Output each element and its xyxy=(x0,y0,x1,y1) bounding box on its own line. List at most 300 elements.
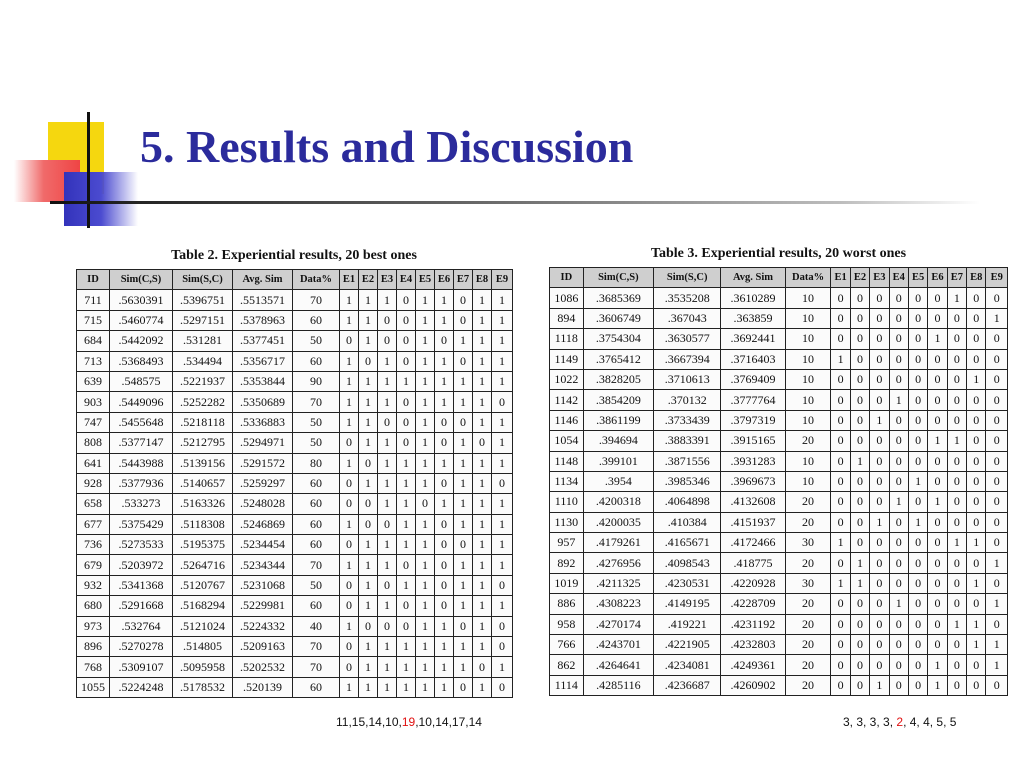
table-cell: 1 xyxy=(454,637,473,657)
table-cell: 0 xyxy=(928,553,947,573)
table-cell: .533273 xyxy=(110,494,173,514)
table-cell: 0 xyxy=(492,637,513,657)
table-cell: 0 xyxy=(947,369,966,389)
table-row xyxy=(550,451,1008,471)
table-cell: 862 xyxy=(550,655,584,675)
table-cell: 1 xyxy=(359,412,378,432)
table-row xyxy=(77,535,513,555)
table-cell: .5442092 xyxy=(110,331,173,351)
table-cell: 0 xyxy=(340,637,359,657)
table-cell: 0 xyxy=(831,635,850,655)
column-header: Avg. Sim xyxy=(233,270,293,290)
table-cell: 1 xyxy=(454,392,473,412)
table-cell: .3969673 xyxy=(721,471,785,491)
table-cell: 1 xyxy=(870,675,889,695)
table-header-row xyxy=(550,268,1008,288)
table-cell: 1 xyxy=(492,453,513,473)
table-row xyxy=(550,512,1008,532)
table-cell: 1 xyxy=(986,553,1008,573)
table-cell: 0 xyxy=(928,308,947,328)
table-cell: 0 xyxy=(947,410,966,430)
table-cell: .5294971 xyxy=(233,433,293,453)
table-cell: 0 xyxy=(454,310,473,330)
table-cell: .5377451 xyxy=(233,331,293,351)
table-cell: 0 xyxy=(831,553,850,573)
table-cell: 0 xyxy=(889,614,908,634)
table-cell: 639 xyxy=(77,371,110,391)
table-cell: 0 xyxy=(850,492,869,512)
table-cell: 0 xyxy=(378,514,397,534)
table-cell: .4220928 xyxy=(721,573,785,593)
table-cell: 0 xyxy=(831,492,850,512)
table-cell: 1 xyxy=(340,616,359,636)
table-cell: 1054 xyxy=(550,431,584,451)
table-cell: .4276956 xyxy=(583,553,653,573)
table-cell: .5120767 xyxy=(173,575,233,595)
table-cell: 60 xyxy=(293,677,340,697)
table-cell: 1 xyxy=(435,392,454,412)
table-cell: .5139156 xyxy=(173,453,233,473)
table-cell: 0 xyxy=(454,290,473,310)
table-cell: 0 xyxy=(397,331,416,351)
worst-table-caption: Table 3. Experiential results, 20 worst ones xyxy=(650,246,907,261)
table-cell: 10 xyxy=(785,390,831,410)
table-cell: 1 xyxy=(454,514,473,534)
table-cell: 0 xyxy=(454,677,473,697)
table-cell: 1 xyxy=(473,310,492,330)
table-cell: 20 xyxy=(785,635,831,655)
table-cell: .4249361 xyxy=(721,655,785,675)
table-cell: 1 xyxy=(492,514,513,534)
table-cell: 0 xyxy=(967,553,986,573)
table-cell: 10 xyxy=(785,288,831,308)
table-cell: 1 xyxy=(359,310,378,330)
table-cell: 1146 xyxy=(550,410,584,430)
table-cell: 0 xyxy=(870,573,889,593)
table-cell: 1 xyxy=(947,533,966,553)
table-cell: 0 xyxy=(831,329,850,349)
table-cell: 886 xyxy=(550,594,584,614)
table-cell: 1 xyxy=(397,657,416,677)
table-cell: 0 xyxy=(831,390,850,410)
column-header: E6 xyxy=(435,270,454,290)
table-cell: 0 xyxy=(492,392,513,412)
table-cell: 1118 xyxy=(550,329,584,349)
table-cell: 20 xyxy=(785,512,831,532)
table-row xyxy=(77,596,513,616)
table-cell: 0 xyxy=(435,412,454,432)
table-cell: 892 xyxy=(550,553,584,573)
highlighted-count: 19 xyxy=(401,715,416,729)
table-cell: 0 xyxy=(831,614,850,634)
table-row xyxy=(77,433,513,453)
table-cell: .3692441 xyxy=(721,329,785,349)
table-cell: 658 xyxy=(77,494,110,514)
table-cell: 1 xyxy=(397,371,416,391)
table-cell: 0 xyxy=(947,308,966,328)
table-cell: 1 xyxy=(492,351,513,371)
table-cell: 0 xyxy=(492,575,513,595)
table-cell: 0 xyxy=(889,471,908,491)
table-cell: 1 xyxy=(850,451,869,471)
table-cell: 0 xyxy=(986,431,1008,451)
table-row xyxy=(550,390,1008,410)
table-cell: 0 xyxy=(928,410,947,430)
table-row xyxy=(77,514,513,534)
table-cell: .3630577 xyxy=(654,329,721,349)
table-cell: 0 xyxy=(850,533,869,553)
table-row xyxy=(550,329,1008,349)
table-cell: 684 xyxy=(77,331,110,351)
table-cell: 1 xyxy=(492,310,513,330)
table-cell: .514805 xyxy=(173,637,233,657)
column-header: Data% xyxy=(293,270,340,290)
table-cell: 0 xyxy=(908,635,927,655)
column-header: E1 xyxy=(340,270,359,290)
table-cell: 0 xyxy=(928,512,947,532)
table-cell: 0 xyxy=(378,331,397,351)
table-cell: .5248028 xyxy=(233,494,293,514)
table-cell: .5341368 xyxy=(110,575,173,595)
table-cell: .5291668 xyxy=(110,596,173,616)
table-cell: 0 xyxy=(908,349,927,369)
table-cell: 1 xyxy=(359,555,378,575)
table-cell: .5264716 xyxy=(173,555,233,575)
table-cell: .5203972 xyxy=(110,555,173,575)
table-cell: 747 xyxy=(77,412,110,432)
table-cell: .4098543 xyxy=(654,553,721,573)
table-cell: .4179261 xyxy=(583,533,653,553)
table-cell: 1 xyxy=(947,614,966,634)
table-cell: .4231192 xyxy=(721,614,785,634)
table-cell: 1 xyxy=(967,614,986,634)
table-cell: 0 xyxy=(340,331,359,351)
table-cell: 1 xyxy=(454,596,473,616)
table-cell: .5202532 xyxy=(233,657,293,677)
table-cell: .4270174 xyxy=(583,614,653,634)
table-cell: 1 xyxy=(473,392,492,412)
table-cell: 1 xyxy=(492,290,513,310)
worst-results-table xyxy=(549,267,1008,696)
table-cell: .5234454 xyxy=(233,535,293,555)
table-cell: 0 xyxy=(831,471,850,491)
table-cell: .4064898 xyxy=(654,492,721,512)
table-cell: 1 xyxy=(359,371,378,391)
column-header: E4 xyxy=(889,268,908,288)
table-cell: 1 xyxy=(473,473,492,493)
table-cell: 0 xyxy=(889,655,908,675)
table-cell: .4236687 xyxy=(654,675,721,695)
table-cell: 0 xyxy=(397,392,416,412)
table-cell: 90 xyxy=(293,371,340,391)
decor-blue-square xyxy=(64,172,138,226)
table-cell: 0 xyxy=(967,431,986,451)
table-cell: 0 xyxy=(947,471,966,491)
table-cell: .3769409 xyxy=(721,369,785,389)
table-cell: 20 xyxy=(785,594,831,614)
table-cell: 1 xyxy=(454,371,473,391)
column-header: Data% xyxy=(785,268,831,288)
table-cell: 0 xyxy=(473,657,492,677)
table-cell: 1 xyxy=(340,412,359,432)
table-cell: .5291572 xyxy=(233,453,293,473)
table-cell: 680 xyxy=(77,596,110,616)
table-cell: 10 xyxy=(785,329,831,349)
table-cell: .5368493 xyxy=(110,351,173,371)
best-results-table xyxy=(76,269,513,698)
table-row xyxy=(550,492,1008,512)
table-cell: 0 xyxy=(870,329,889,349)
table-cell: 1 xyxy=(889,492,908,512)
table-cell: 0 xyxy=(908,451,927,471)
table-cell: 932 xyxy=(77,575,110,595)
table-cell: 1 xyxy=(397,514,416,534)
table-cell: 0 xyxy=(435,514,454,534)
table-cell: 903 xyxy=(77,392,110,412)
table-cell: 1 xyxy=(435,616,454,636)
table-cell: .5209163 xyxy=(233,637,293,657)
table-cell: 0 xyxy=(492,616,513,636)
table-cell: .4149195 xyxy=(654,594,721,614)
table-cell: 1 xyxy=(454,555,473,575)
table-cell: .5178532 xyxy=(173,677,233,697)
table-cell: 1 xyxy=(831,573,850,593)
table-cell: 0 xyxy=(850,431,869,451)
table-cell: 0 xyxy=(928,573,947,593)
table-cell: 0 xyxy=(435,555,454,575)
table-cell: 0 xyxy=(908,288,927,308)
table-cell: 0 xyxy=(831,594,850,614)
table-cell: 0 xyxy=(889,288,908,308)
table-cell: .4308223 xyxy=(583,594,653,614)
table-cell: .5229981 xyxy=(233,596,293,616)
table-cell: 1 xyxy=(473,596,492,616)
table-row xyxy=(77,473,513,493)
table-cell: 1 xyxy=(454,657,473,677)
table-cell: 0 xyxy=(435,596,454,616)
table-cell: .4264641 xyxy=(583,655,653,675)
table-cell: 808 xyxy=(77,433,110,453)
table-cell: 50 xyxy=(293,433,340,453)
table-row xyxy=(550,471,1008,491)
table-cell: 1 xyxy=(435,677,454,697)
table-cell: 1 xyxy=(416,575,435,595)
table-cell: 0 xyxy=(870,635,889,655)
table-cell: 60 xyxy=(293,596,340,616)
table-cell: 1 xyxy=(986,655,1008,675)
table-cell: .3606749 xyxy=(583,308,653,328)
table-cell: .532764 xyxy=(110,616,173,636)
table-cell: .5234344 xyxy=(233,555,293,575)
table-cell: 1 xyxy=(473,535,492,555)
table-cell: .4165671 xyxy=(654,533,721,553)
table-cell: 1 xyxy=(416,371,435,391)
table-cell: .5140657 xyxy=(173,473,233,493)
table-cell: 1 xyxy=(492,657,513,677)
table-cell: 0 xyxy=(947,553,966,573)
table-cell: 679 xyxy=(77,555,110,575)
table-cell: 0 xyxy=(870,492,889,512)
table-cell: 641 xyxy=(77,453,110,473)
table-cell: 1 xyxy=(416,392,435,412)
table-cell: 0 xyxy=(397,351,416,371)
table-cell: 1 xyxy=(850,553,869,573)
table-cell: .5375429 xyxy=(110,514,173,534)
table-cell: 973 xyxy=(77,616,110,636)
table-cell: .4243701 xyxy=(583,635,653,655)
table-cell: 0 xyxy=(889,553,908,573)
table-cell: 0 xyxy=(928,369,947,389)
table-cell: 1 xyxy=(340,290,359,310)
table-cell: 1 xyxy=(397,494,416,514)
table-cell: 1 xyxy=(831,349,850,369)
table-cell: 0 xyxy=(397,412,416,432)
table-cell: 1 xyxy=(492,433,513,453)
table-row xyxy=(77,290,513,310)
table-cell: 1 xyxy=(454,433,473,453)
table-cell: 20 xyxy=(785,492,831,512)
table-cell: 1 xyxy=(454,453,473,473)
table-cell: 1 xyxy=(416,453,435,473)
table-row xyxy=(550,288,1008,308)
table-cell: 70 xyxy=(293,657,340,677)
table-cell: 0 xyxy=(870,288,889,308)
table-cell: .5378963 xyxy=(233,310,293,330)
table-row xyxy=(77,555,513,575)
table-cell: .5309107 xyxy=(110,657,173,677)
table-cell: .367043 xyxy=(654,308,721,328)
table-cell: 1 xyxy=(416,677,435,697)
table-cell: 1 xyxy=(340,392,359,412)
table-cell: .5224248 xyxy=(110,677,173,697)
table-cell: 0 xyxy=(454,535,473,555)
best-footer-sequence xyxy=(336,715,482,729)
table-cell: 1 xyxy=(473,555,492,575)
table-cell: 0 xyxy=(870,614,889,634)
table-cell: 0 xyxy=(850,471,869,491)
table-cell: 0 xyxy=(947,492,966,512)
table-cell: 1 xyxy=(416,616,435,636)
table-cell: .4232803 xyxy=(721,635,785,655)
table-cell: 0 xyxy=(850,655,869,675)
title-underline xyxy=(50,201,980,204)
table-cell: .5443988 xyxy=(110,453,173,473)
table-cell: 1 xyxy=(378,473,397,493)
column-header: E2 xyxy=(850,268,869,288)
table-cell: 1 xyxy=(889,390,908,410)
table-cell: 715 xyxy=(77,310,110,330)
table-cell: 0 xyxy=(492,677,513,697)
table-cell: .5218118 xyxy=(173,412,233,432)
table-cell: 0 xyxy=(889,451,908,471)
table-cell: 1130 xyxy=(550,512,584,532)
count-text: 3, 3, 3, 3, xyxy=(843,715,897,729)
table-cell: 1 xyxy=(416,433,435,453)
table-cell: 1142 xyxy=(550,390,584,410)
table-cell: .5168294 xyxy=(173,596,233,616)
column-header: E1 xyxy=(831,268,850,288)
column-header: E3 xyxy=(870,268,889,288)
table-cell: 1 xyxy=(473,290,492,310)
table-cell: 10 xyxy=(785,471,831,491)
table-cell: 736 xyxy=(77,535,110,555)
table-cell: 1134 xyxy=(550,471,584,491)
table-cell: .3765412 xyxy=(583,349,653,369)
best-table-caption: Table 2. Experiential results, 20 best ones xyxy=(171,248,417,263)
table-cell: 0 xyxy=(908,329,927,349)
table-cell: 1019 xyxy=(550,573,584,593)
table-cell: 0 xyxy=(967,390,986,410)
table-cell: .3915165 xyxy=(721,431,785,451)
table-cell: 0 xyxy=(908,390,927,410)
table-cell: 1 xyxy=(435,351,454,371)
table-cell: .370132 xyxy=(654,390,721,410)
table-cell: 0 xyxy=(967,471,986,491)
table-cell: 1 xyxy=(397,535,416,555)
table-cell: 0 xyxy=(947,349,966,369)
table-cell: 0 xyxy=(967,512,986,532)
table-cell: 1 xyxy=(416,412,435,432)
table-cell: 0 xyxy=(340,657,359,677)
table-row xyxy=(77,657,513,677)
table-cell: .4234081 xyxy=(654,655,721,675)
table-cell: 80 xyxy=(293,453,340,473)
table-cell: 1 xyxy=(986,635,1008,655)
table-cell: 1 xyxy=(492,535,513,555)
column-header: Sim(S,C) xyxy=(173,270,233,290)
table-cell: 1 xyxy=(416,331,435,351)
table-cell: 1 xyxy=(967,533,986,553)
table-cell: .4228709 xyxy=(721,594,785,614)
table-cell: 70 xyxy=(293,392,340,412)
table-cell: .410384 xyxy=(654,512,721,532)
table-cell: 0 xyxy=(928,288,947,308)
table-cell: 1 xyxy=(397,453,416,473)
table-cell: 1 xyxy=(378,535,397,555)
table-cell: .534494 xyxy=(173,351,233,371)
table-cell: 1 xyxy=(340,371,359,391)
table-cell: 0 xyxy=(416,494,435,514)
table-cell: 1 xyxy=(928,655,947,675)
column-header: ID xyxy=(550,268,584,288)
table-cell: 677 xyxy=(77,514,110,534)
table-cell: .5095958 xyxy=(173,657,233,677)
table-cell: 0 xyxy=(947,329,966,349)
table-cell: 30 xyxy=(785,573,831,593)
table-cell: 1 xyxy=(435,494,454,514)
table-cell: 0 xyxy=(831,369,850,389)
table-cell: .5460774 xyxy=(110,310,173,330)
table-cell: .4285116 xyxy=(583,675,653,695)
table-cell: .5270278 xyxy=(110,637,173,657)
table-cell: 1 xyxy=(492,371,513,391)
table-cell: 0 xyxy=(928,451,947,471)
table-cell: 0 xyxy=(967,675,986,695)
table-cell: 0 xyxy=(928,594,947,614)
table-cell: 1 xyxy=(870,512,889,532)
table-cell: 0 xyxy=(435,473,454,493)
table-cell: .5350689 xyxy=(233,392,293,412)
table-cell: 0 xyxy=(454,351,473,371)
table-cell: 1 xyxy=(928,675,947,695)
table-cell: 1 xyxy=(831,533,850,553)
table-cell: 768 xyxy=(77,657,110,677)
slide-title: 5. Results and Discussion xyxy=(140,121,634,172)
table-cell: 0 xyxy=(870,553,889,573)
table-cell: 894 xyxy=(550,308,584,328)
column-header: E9 xyxy=(986,268,1008,288)
table-cell: 20 xyxy=(785,553,831,573)
